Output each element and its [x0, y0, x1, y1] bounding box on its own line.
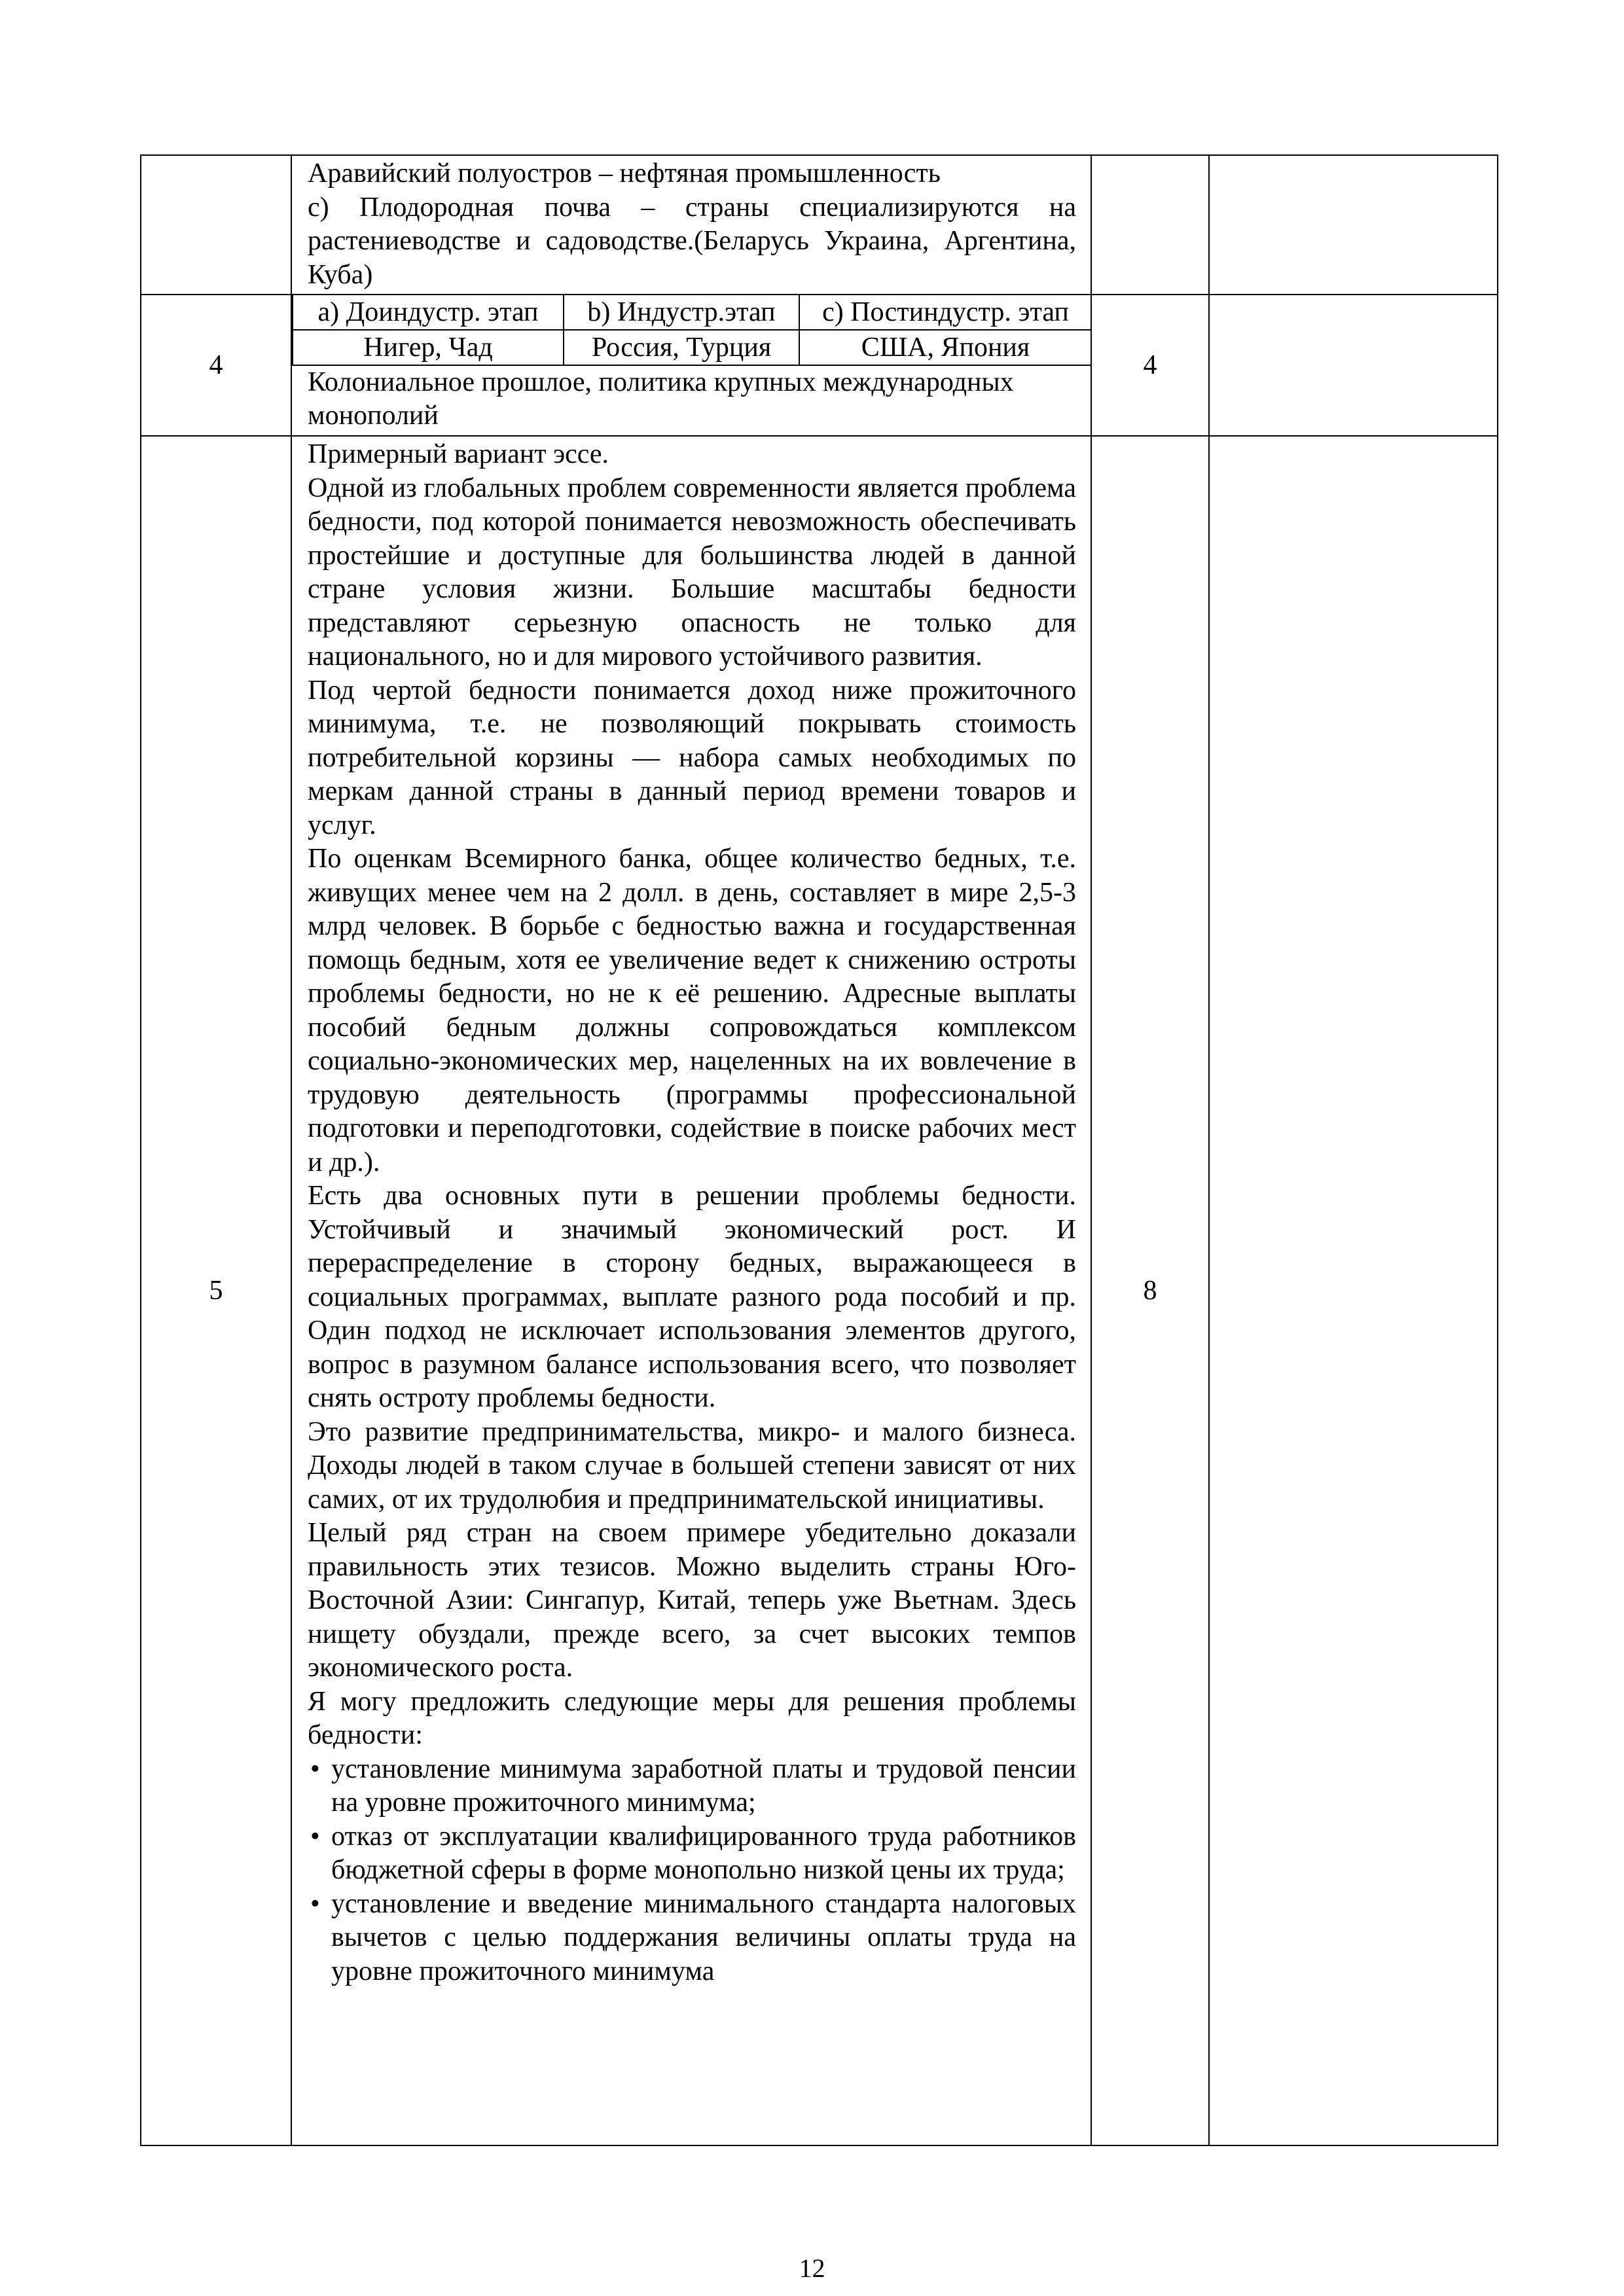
- stages-header-row: [293, 295, 1091, 330]
- notes-cell: [1209, 436, 1498, 2145]
- task-number-cell: [141, 155, 291, 295]
- notes-cell: [1209, 155, 1498, 295]
- essay-paragraph: Это развитие предпринимательства, микро- и малого бизнеса. Доходы людей в таком случае в большей степени зависят от них самих, от их трудолюбия и предпринимательской инициативы.: [308, 1416, 1076, 1515]
- answer-line: Аравийский полуостров – нефтяная промышленность: [308, 158, 941, 188]
- table-row: [141, 155, 1498, 295]
- stage-countries: Россия, Турция: [564, 330, 799, 365]
- essay-paragraph: Одной из глобальных проблем современности является проблема бедности, под которой понимается невозможность обеспечивать простейшие и доступные для большинства людей в данной стране условия жизни. Большие масштабы бедности представляют серьезную опасность не только для национального, но и для мирового устойчивого развития.: [308, 473, 1076, 672]
- stage-label: b) Индустр.этап: [564, 295, 799, 330]
- essay-paragraph: Примерный вариант эссе.: [308, 439, 609, 469]
- list-item: • установление минимума заработной платы и трудовой пенсии на уровне прожиточного минимума;: [331, 1753, 1076, 1820]
- essay-paragraph: Есть два основных пути в решении проблемы бедности. Устойчивый и значимый экономический рост. И перераспределение в сторону бедных, выражающееся в социальных программах, выплате разного рода пособий и пр. Один подход не исключает использования элементов другого, вопрос в разумном балансе использования всего, что позволяет снять остроту проблемы бедности.: [308, 1181, 1076, 1413]
- table-row: [141, 436, 1498, 2145]
- answer-line: с) Плодородная почва – страны специализируются на растениеводстве и садоводстве.(Беларусь Украина, Аргентина, Куба): [308, 192, 1076, 290]
- stage-label: a) Доиндустр. этап: [293, 295, 564, 330]
- answer-cell: [291, 295, 1091, 436]
- list-item: • установление и введение минимального стандарта налоговых вычетов с целью поддержания величины оплаты труда на уровне прожиточного минимума: [331, 1888, 1076, 1989]
- notes-cell: [1209, 295, 1498, 436]
- score-cell: [1091, 155, 1209, 295]
- list-item: • отказ от эксплуатации квалифицированного труда работников бюджетной сферы в форме монопольно низкой цены их труда;: [331, 1820, 1076, 1888]
- stage-countries: США, Япония: [799, 330, 1091, 365]
- table-row: [141, 295, 1498, 436]
- answer-table: [140, 154, 1498, 2146]
- essay-paragraph: Целый ряд стран на своем примере убедительно доказали правильность этих тезисов. Можно выделить страны Юго-Восточной Азии: Сингапур, Китай, теперь уже Вьетнам. Здесь нищету обуздали, прежде всего, за счет высоких темпов экономического роста.: [308, 1518, 1076, 1683]
- answer-cell: [291, 436, 1091, 2145]
- task-number-cell: 4: [141, 295, 291, 436]
- task-number-cell: 5: [141, 436, 291, 2145]
- stages-countries-row: [293, 330, 1091, 365]
- score-cell: 8: [1091, 436, 1209, 2145]
- stages-table: [292, 295, 1091, 366]
- answer-note: Колониальное прошлое, политика крупных международных монополий: [308, 367, 1014, 431]
- essay-paragraph: Под чертой бедности понимается доход ниже прожиточного минимума, т.е. не позволяющий покрывать стоимость потребительной корзины — набора самых необходимых по меркам данной страны в данный период времени товаров и услуг.: [308, 675, 1076, 840]
- answer-cell: [291, 155, 1091, 295]
- page-number: 12: [799, 2253, 825, 2283]
- stage-countries: Нигер, Чад: [293, 330, 564, 365]
- stage-label: c) Постиндустр. этап: [799, 295, 1091, 330]
- score-cell: 4: [1091, 295, 1209, 436]
- essay-paragraph: Я могу предложить следующие меры для решения проблемы бедности:: [308, 1686, 1076, 1750]
- measures-list: [308, 1753, 1076, 1989]
- essay-paragraph: По оценкам Всемирного банка, общее количество бедных, т.е. живущих менее чем на 2 долл. в день, составляет в мире 2,5-3 млрд человек. В борьбе с бедностью важна и государственная помощь бедным, хотя ее увеличение ведет к снижению остроты проблемы бедности, но не к её решению. Адресные выплаты пособий бедным должны сопровождаться комплексом социально-экономических мер, нацеленных на их вовлечение в трудовую деятельность (программы профессиональной подготовки и переподготовки, содействие в поиске рабочих мест и др.).: [308, 844, 1076, 1177]
